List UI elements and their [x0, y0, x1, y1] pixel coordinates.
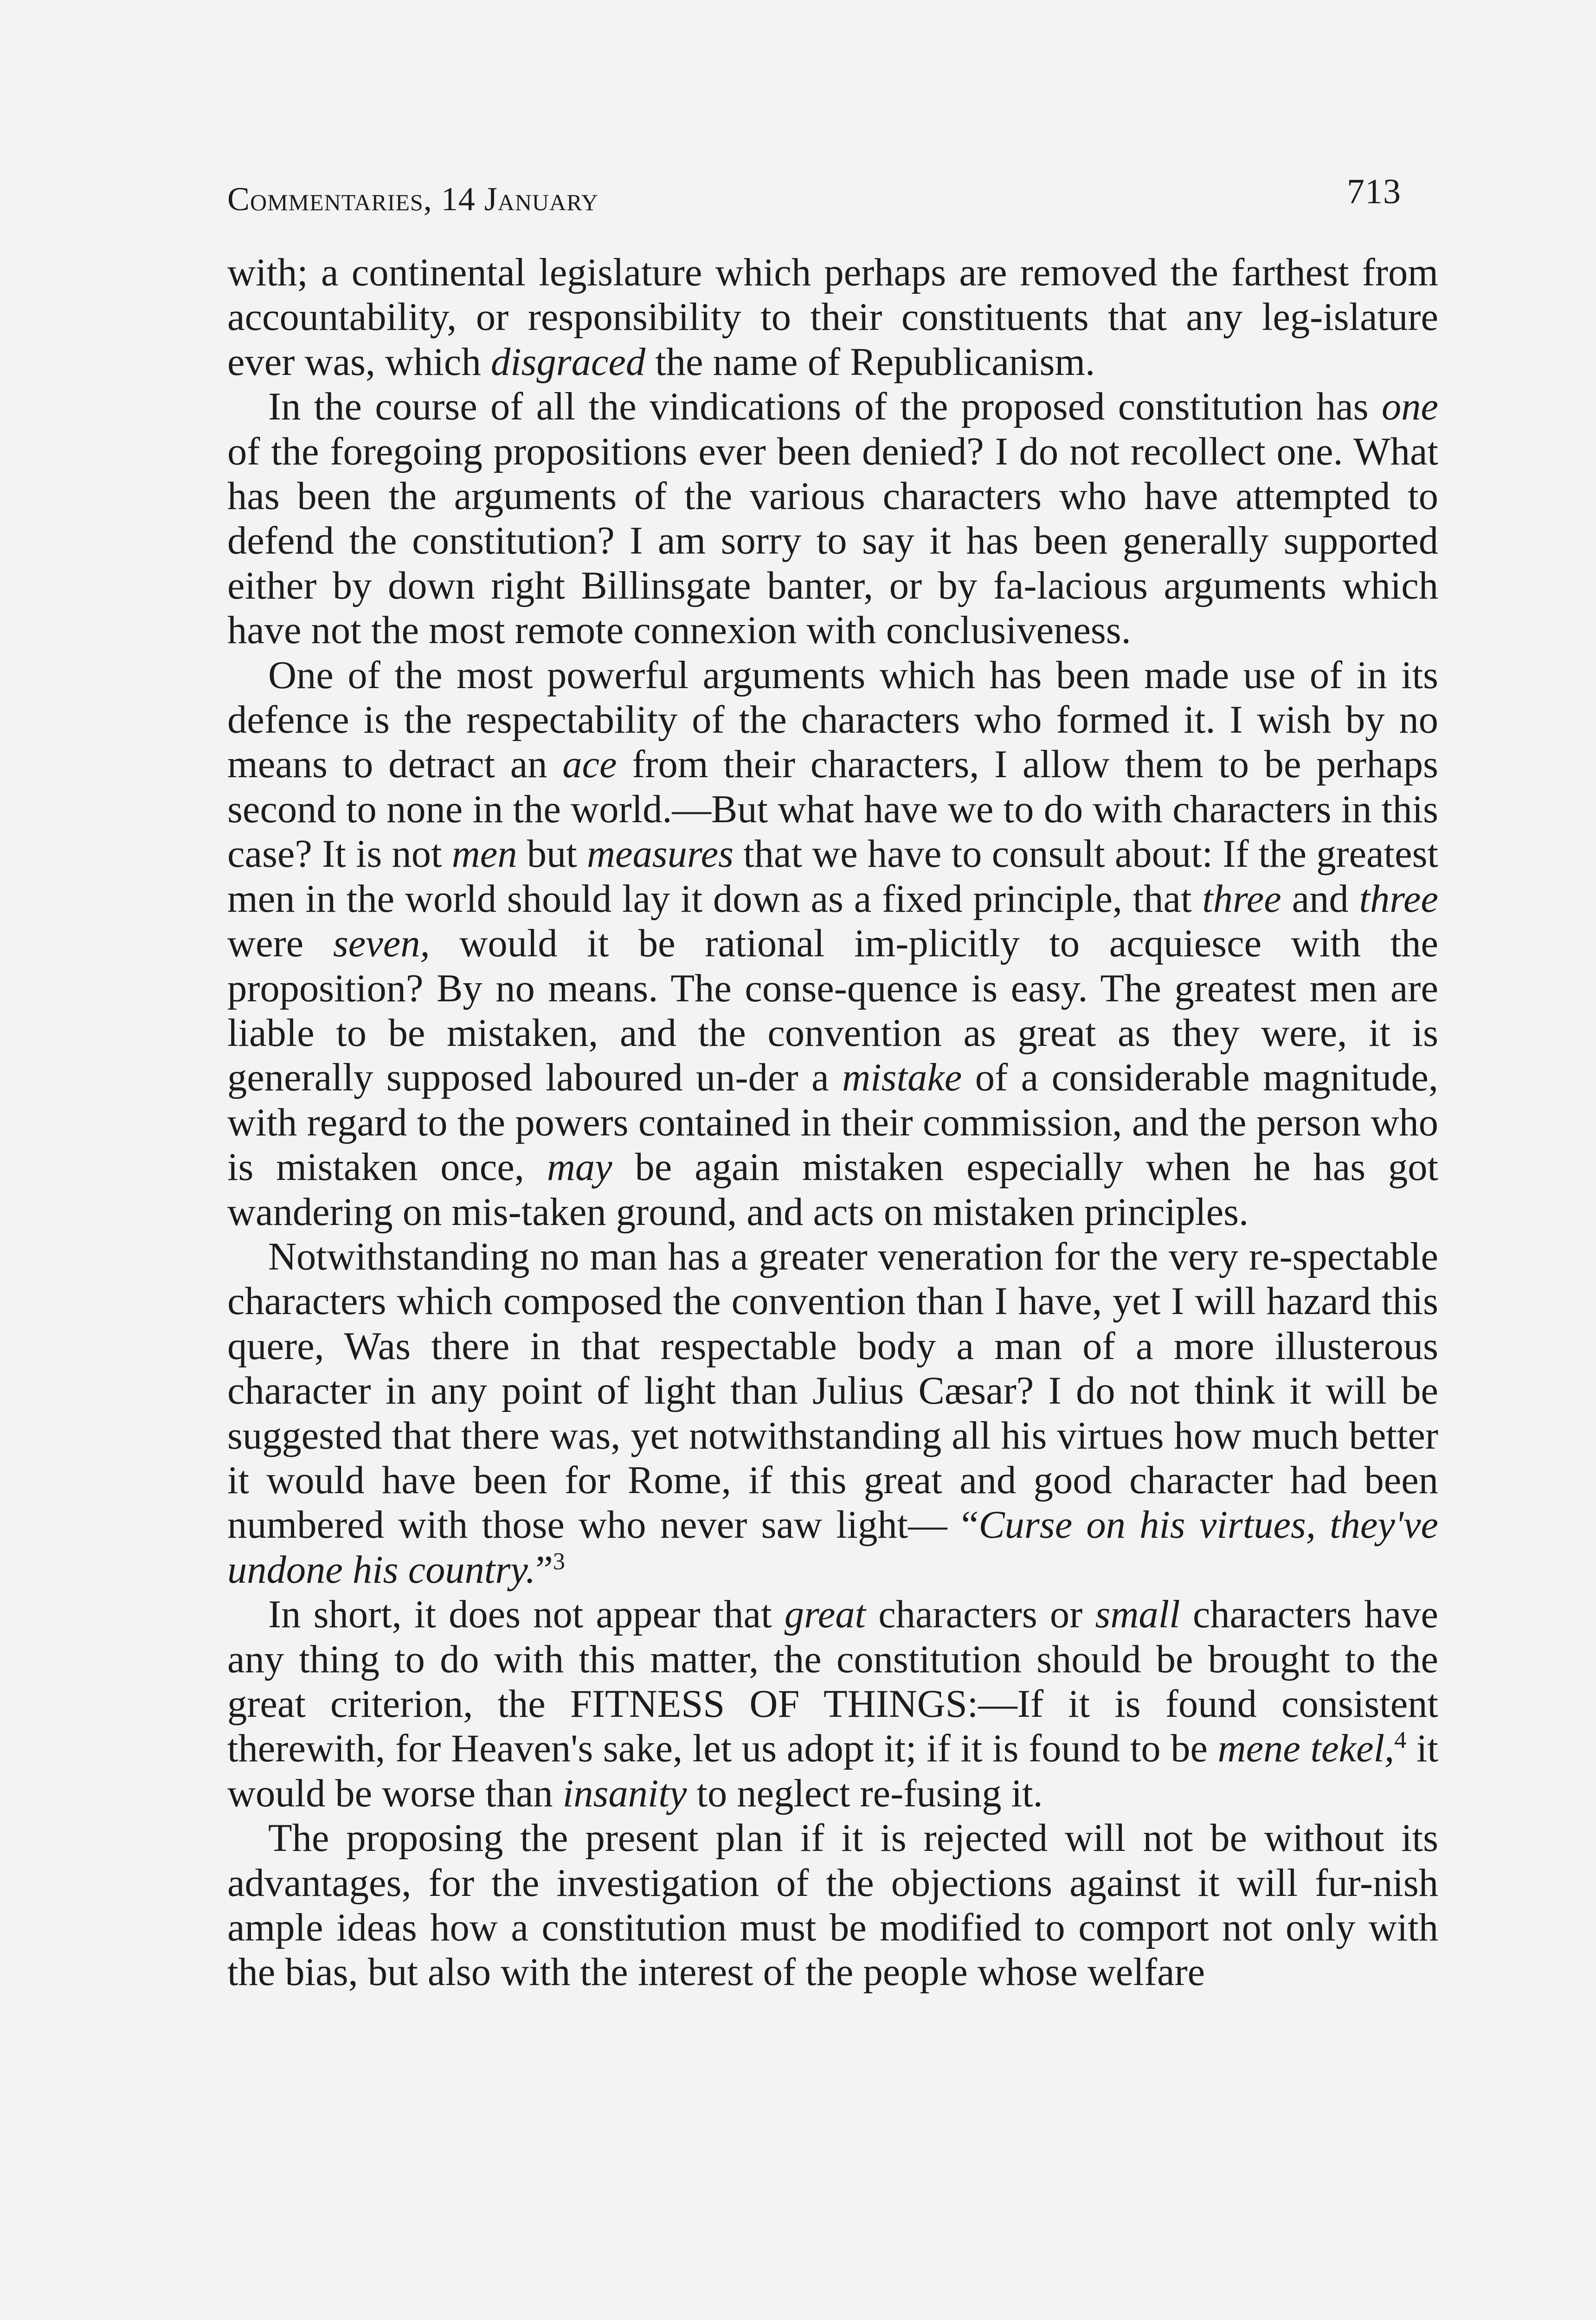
text-run: characters have any thing to do with this matter, the constitution should be brought to the great criterion, the FITNESS OF THINGS:—If it is found consistent therewith, for Heaven's sake, let us adopt it; if it is found to be	[227, 1593, 1438, 1771]
italic-run: three	[1202, 877, 1281, 921]
text-run: be again mistaken especially when he has got wandering on mis-taken ground, and acts on mistaken principles.	[227, 1146, 1438, 1234]
note-reference: 4	[1394, 1727, 1407, 1754]
italic-run: men	[451, 832, 517, 876]
italic-run: insanity	[562, 1772, 687, 1815]
italic-run: Curse on his virtues, they've undone his country.	[227, 1503, 1438, 1592]
running-head-title: Commentaries, 14 January	[227, 180, 598, 218]
text-run: were	[227, 922, 333, 966]
italic-run: small	[1095, 1593, 1180, 1637]
running-head	[227, 167, 1429, 223]
text-run: In short, it does not appear that	[268, 1593, 785, 1637]
text-run: ”	[535, 1548, 553, 1592]
italic-run: mistake	[842, 1056, 962, 1100]
text-run: with; a continental legislature which perhaps are removed the farthest from accountability, or responsibility to their constituents that any leg-islature ever was, which	[227, 251, 1438, 384]
italic-run: disgraced	[490, 340, 646, 384]
body-text	[227, 251, 1438, 1995]
italic-run: may	[547, 1146, 612, 1189]
page-number: 713	[1347, 172, 1401, 211]
text-run: but	[517, 832, 587, 876]
italic-run: one	[1381, 385, 1438, 429]
text-run: and	[1281, 877, 1359, 921]
italic-run: great	[784, 1593, 866, 1637]
text-run: of a considerable magnitude, with regard to the powers contained in their commission, and the person who is mistaken once,	[227, 1056, 1438, 1189]
text-run: it would be worse than	[227, 1727, 1438, 1815]
text-run: the name of Republicanism.	[645, 340, 1095, 384]
text-run: Notwithstanding no man has a greater veneration for the very re-spectable characters which composed the convention than I have, yet I will hazard this quere, Was there in that respectable body a man of a more illusterous character in any point of light than Julius Cæsar? I do not think it will be suggested that there was, yet notwithstanding all his virtues how much better it would have been for Rome, if this great and good character had been numbered with those who never saw light— “	[227, 1235, 1438, 1547]
paragraph	[227, 653, 1438, 1235]
italic-run: measures	[586, 832, 734, 876]
italic-run: ace	[562, 743, 617, 786]
paragraph	[227, 1235, 1438, 1592]
text-run: One of the most powerful arguments which has been made use of in its defence is the respectability of the characters who formed it. I wish by no means to detract an	[227, 653, 1438, 786]
paragraph	[227, 1592, 1438, 1816]
text-run: of the foregoing propositions ever been denied? I do not recollect one. What has been the arguments of the various characters who have attempted to defend the constitution? I am sorry to say it has been generally supported either by down right Billinsgate banter, or by fa-lacious arguments which have not the most remote connexion with conclusiveness.	[227, 430, 1438, 652]
paragraph	[227, 385, 1438, 653]
paragraph	[227, 251, 1438, 385]
paragraph	[227, 1816, 1438, 1995]
italic-run: mene tekel,	[1217, 1727, 1395, 1771]
text-run: In the course of all the vindications of the proposed constitution has	[268, 385, 1382, 429]
text-run: characters or	[866, 1593, 1095, 1637]
text-run: to neglect re-fusing it.	[687, 1772, 1043, 1815]
note-reference: 3	[553, 1547, 565, 1575]
text-run: that we have to consult about: If the greatest men in the world should lay it down as a fixed principle, that	[227, 832, 1438, 921]
text-run: The proposing the present plan if it is rejected will not be without its advantages, for the investigation of the objections against it will fur-nish ample ideas how a constitution must be modified to comport not only with the bias, but also with the interest of the people whose welfare	[227, 1817, 1438, 1994]
text-run: from their characters, I allow them to be perhaps second to none in the world.—But what have we to do with characters in this case? It is not	[227, 743, 1438, 876]
italic-run: three	[1359, 877, 1438, 921]
italic-run: seven,	[333, 922, 430, 966]
text-run: would it be rational im-plicitly to acquiesce with the proposition? By no means. The conse-quence is easy. The greatest men are liable to be mistaken, and the convention as great as they were, it is generally supposed laboured un-der a	[227, 922, 1438, 1100]
